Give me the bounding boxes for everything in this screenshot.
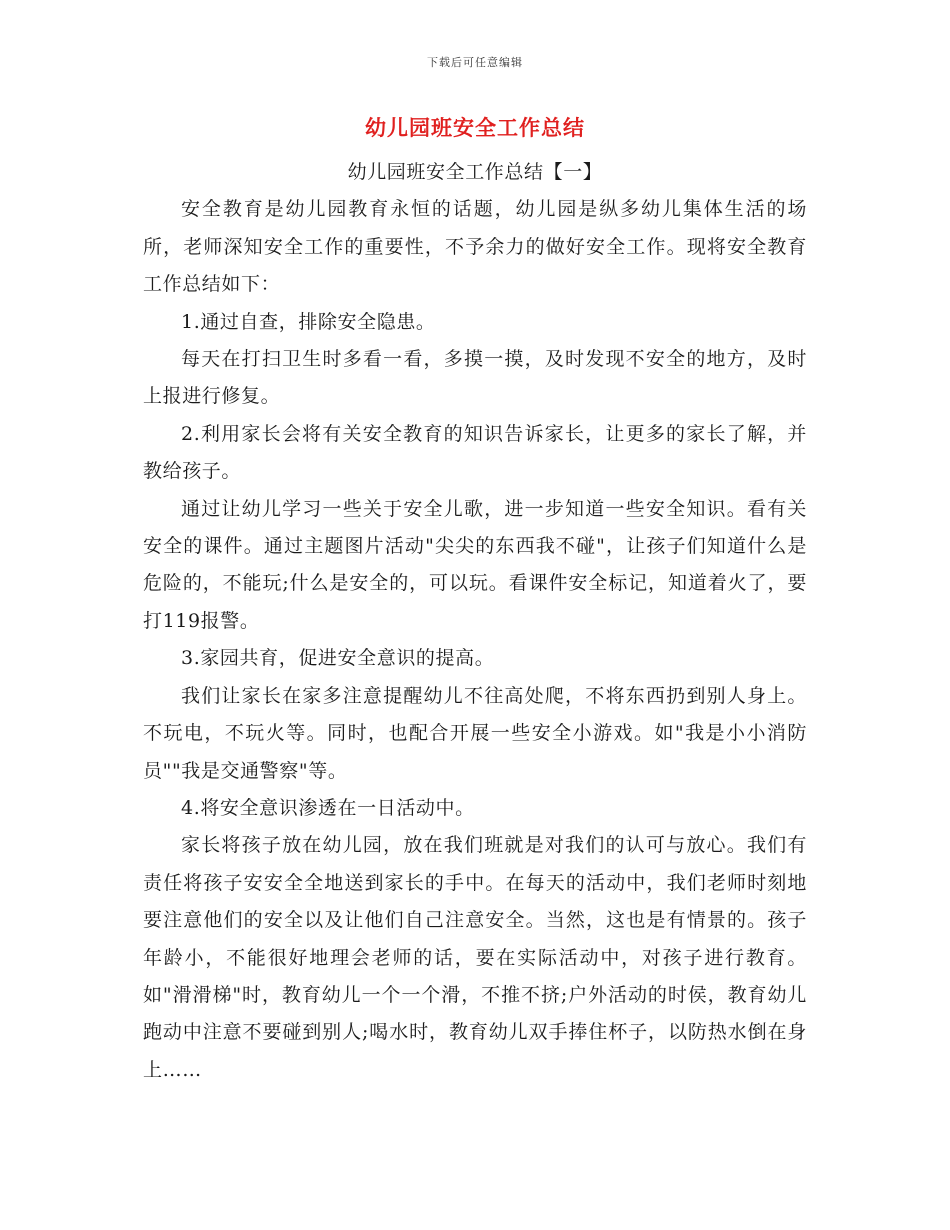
paragraph-point-3: 3.家园共育，促进安全意识的提高。 <box>181 647 495 670</box>
header-note: 下载后可任意编辑 <box>427 56 523 69</box>
paragraph-point-1-detail: 每天在打扫卫生时多看一看，多摸一摸，及时发现不安全的地方，及时上报进行修复。 <box>143 348 807 408</box>
paragraph-point-4: 4.将安全意识渗透在一日活动中。 <box>181 796 475 819</box>
paragraph-intro: 安全教育是幼儿园教育永恒的话题，幼儿园是纵多幼儿集体生活的场所，老师深知安全工作的重要性，不予余力的做好安全工作。现将安全教育工作总结如下： <box>143 198 807 296</box>
document-body <box>143 154 807 1089</box>
paragraph-point-4-detail: 家长将孩子放在幼儿园，放在我们班就是对我们的认可与放心。我们有责任将孩子安安全全地送到家长的手中。在每天的活动中，我们老师时刻地要注意他们的安全以及让他们自己注意安全。当然，这也是有情景的。孩子年龄小，不能很好地理会老师的话，要在实际活动中，对孩子进行教育。如"滑滑梯"时，教育幼儿一个一个滑，不推不挤;户外活动的时侯，教育幼儿跑动中注意不要碰到别人;喝水时，教育幼儿双手捧住杯子，以防热水倒在身上…… <box>143 834 807 1081</box>
paragraph-point-1: 1.通过自查，排除安全隐患。 <box>181 310 436 333</box>
document-title: 幼儿园班安全工作总结 <box>365 115 585 140</box>
section-subtitle: 幼儿园班安全工作总结【一】 <box>347 161 603 183</box>
paragraph-point-3-detail: 我们让家长在家多注意提醒幼儿不往高处爬，不将东西扔到别人身上。不玩电，不玩火等。同时，也配合开展一些安全小游戏。如"我是小小消防员""我是交通警察"等。 <box>143 684 807 782</box>
paragraph-point-2: 2.利用家长会将有关安全教育的知识告诉家长，让更多的家长了解，并教给孩子。 <box>143 422 807 483</box>
paragraph-point-2-detail: 通过让幼儿学习一些关于安全儿歌，进一步知道一些安全知识。看有关安全的课件。通过主题图片活动"尖尖的东西我不碰"，让孩子们知道什么是危险的，不能玩;什么是安全的，可以玩。看课件安全标记，知道着火了，要打119报警。 <box>143 497 807 632</box>
